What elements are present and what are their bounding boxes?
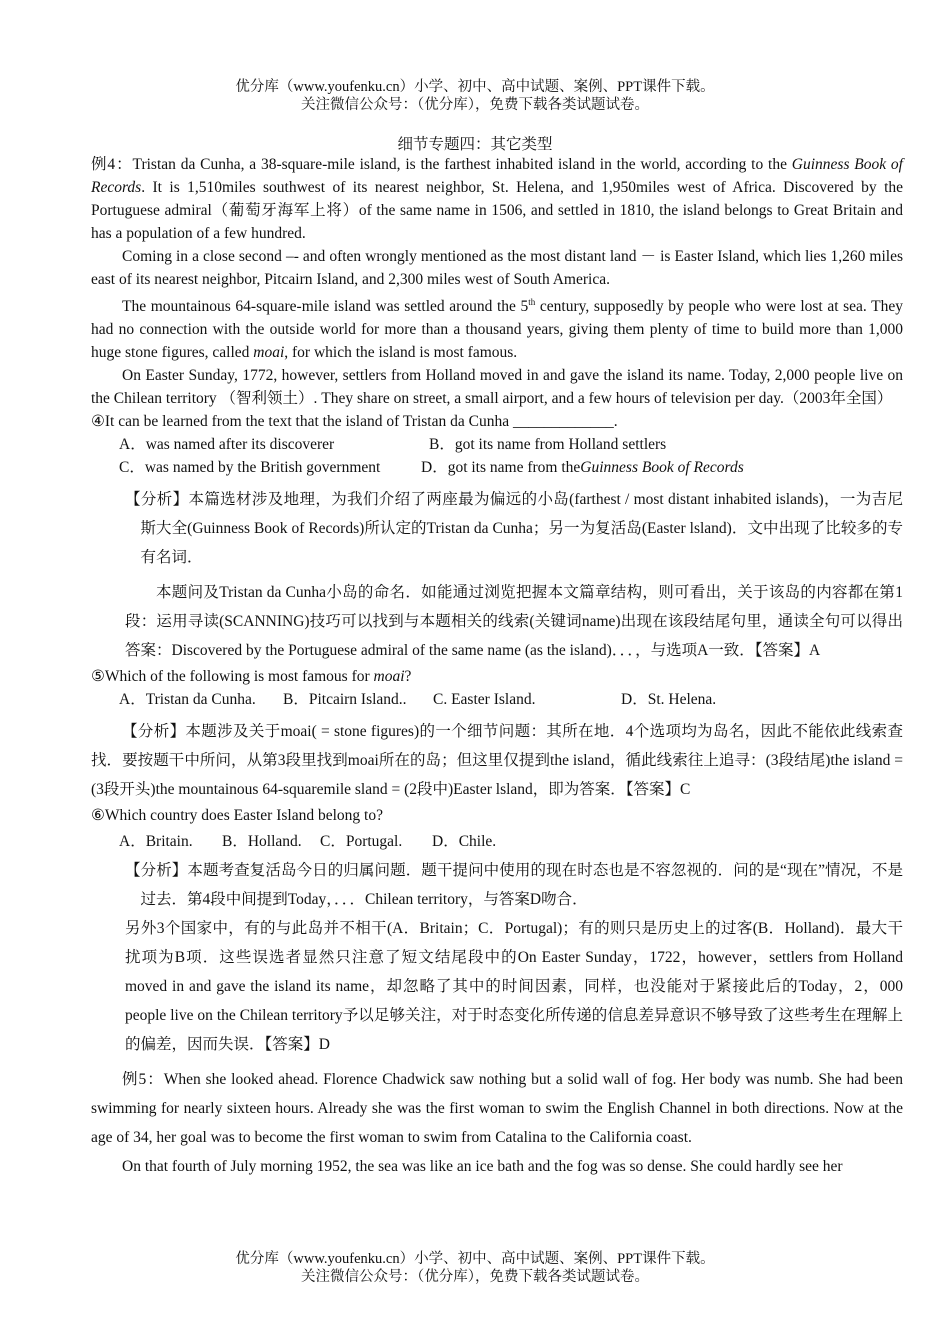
question-4-stem: ④It can be learned from the text that the island of Tristan da Cunha _____________. bbox=[91, 413, 618, 431]
question-4-option-d-book: Guinness Book of Records bbox=[580, 459, 744, 477]
question-6-option-d: D．Chile. bbox=[432, 833, 497, 851]
question-5-option-b: B．Pitcairn Island.. bbox=[283, 691, 407, 709]
question-5-stem bbox=[91, 665, 903, 688]
question-5-analysis: 【分析】本题涉及关于moai( = stone figures)的一个细节问题：其所在地．4个选项均为岛名，因此不能依此线索查找．要按题干中所问，从第3段里找到moai所在的岛；但这里仅提到the island，循此线索往上追寻：(3段结尾)the island = (3段开头)the mountainous 64-squaremile sland = (2段中)Easter lsland，即为答案．【答案】C bbox=[91, 723, 903, 799]
example4-paragraph-4: On Easter Sunday, 1772, however, settlers from Holland moved in and gave the island its name. Today, 2,000 people live on the Chilean territory （智利领土）. They share on street, a small airport, and a few hours of television per day.（2003年全国） bbox=[91, 367, 903, 408]
example4-p1-text-a: 例4：Tristan da Cunha, a 38-square-mile island, is the farthest inhabited island in the world, according to the bbox=[91, 156, 792, 173]
document-body bbox=[91, 153, 903, 1181]
page-footer bbox=[0, 1250, 950, 1286]
example4-p1-book-title: Guinness Book of Records bbox=[91, 156, 903, 196]
section-title: 细节专题四：其它类型 bbox=[397, 136, 553, 153]
example4-p3-text-a: The mountainous 64-square-mile island was settled around the 5 bbox=[122, 298, 529, 316]
footer-line-1: 优分库（www.youfenku.cn）小学、初中、高中试题、案例、PPT课件下载。 bbox=[235, 1251, 715, 1267]
question-6-analysis-1 bbox=[91, 856, 903, 914]
question-5-option-d: D．St. Helena. bbox=[621, 691, 717, 709]
question-6-options bbox=[91, 827, 903, 856]
question-5-options bbox=[91, 688, 903, 711]
question-4-option-d bbox=[421, 456, 744, 479]
question-6-analysis-2: 另外3个国家中，有的与此岛并不相干(A．Britain；C．Portugal)；有的则只是历史上的过客(B．Holland)．最大干扰项为B项．这些误选者显然只注意了短文结尾段中的On Easter Sunday，1722，however，settlers from Holland moved in and gave the island its name，却忽略了其中的时间因素，同样，也没能对于紧接此后的Today，2，000 people live on the Chilean territory予以足够关注，对于时态变化所传递的信息差异意识不够导致了这些考生在理解上的偏差，因而失误．【答案】D bbox=[125, 920, 903, 1054]
question-4-option-d-text: D．got its name from the bbox=[421, 459, 581, 477]
question-6-stem: ⑥Which country does Easter Island belong to? bbox=[91, 807, 383, 825]
example5-paragraph-2: On that fourth of July morning 1952, the sea was like an ice bath and the fog was so dense. She could hardly see her bbox=[122, 1158, 843, 1176]
question-5-stem-end: ? bbox=[404, 668, 412, 686]
header-line-1: 优分库（www.youfenku.cn）小学、初中、高中试题、案例、PPT课件下载。 bbox=[235, 79, 715, 95]
example4-paragraph-1 bbox=[91, 153, 903, 245]
question-5-stem-moai: moai bbox=[373, 668, 405, 686]
question-4-option-c: C．was named by the British government bbox=[119, 459, 381, 477]
question-4-analysis-1-text: 【分析】本篇选材涉及地理，为我们介绍了两座最为偏远的小岛(farthest / most distant inhabited islands)，一为吉尼斯大全(Guinness Book of Records)所认定的Tristan da Cunha；另一为复活岛(Easter lsland)．文中出现了比较多的专有名词． bbox=[125, 491, 903, 567]
question-4-analysis-1 bbox=[91, 485, 903, 572]
example4-p3-superscript: th bbox=[528, 297, 536, 307]
page-header bbox=[0, 78, 950, 114]
question-6-option-a: A．Britain. bbox=[119, 833, 193, 851]
question-4-options-row-1 bbox=[91, 433, 903, 456]
question-6-option-b: B．Holland. bbox=[222, 833, 302, 851]
question-6-analysis-1-text: 【分析】本题考查复活岛今日的归属问题．题干提问中使用的现在时态也是不容忽视的．问的是“现在”情况，不是过去．第4段中间提到Today，．．．Chilean territory，与答案D吻合． bbox=[125, 862, 903, 909]
question-5-option-a: A．Tristan da Cunha. bbox=[119, 691, 256, 709]
question-6-option-c: C．Portugal. bbox=[320, 833, 403, 851]
example4-p3-text-b: century, supposedly by people who were lost at sea. They had no connection with the outside world for more than a thousand years, giving them plenty of time to build more than 1,000 huge stone figures, called bbox=[91, 298, 903, 362]
example5-paragraph-1: 例5：When she looked ahead. Florence Chadwick saw nothing but a solid wall of fog. Her body was numb. She had been swimming for nearly sixteen hours. Already she was the first woman to swim the English Channel in both directions. Now at the age of 34, her goal was to become the first woman to swim from Catalina to the California coast. bbox=[91, 1071, 903, 1147]
header-line-2: 关注微信公众号：（优分库），免费下载各类试题试卷。 bbox=[301, 97, 649, 113]
example4-p3-moai: moai bbox=[253, 344, 285, 362]
footer-line-2: 关注微信公众号：（优分库），免费下载各类试题试卷。 bbox=[301, 1269, 649, 1285]
question-5-option-c: C. Easter Island. bbox=[433, 691, 536, 709]
example4-p1-text-c: . It is 1,510miles southwest of its nearest neighbor, St. Helena, and 1,950miles west of Africa. Discovered by the Portuguese admiral（葡萄牙海军上将）of the same name in 1506, and settled in 1810, the island belongs to Great Britain and has a population of a few hundred. bbox=[91, 179, 903, 242]
question-5-stem-text: ⑤Which of the following is most famous for bbox=[91, 668, 374, 686]
question-4-analysis-2: 本题问及Tristan da Cunha小岛的命名．如能通过浏览把握本文篇章结构，则可看出，关于该岛的内容都在第1段：运用寻读(SCANNING)技巧可以找到与本题相关的线索(关键词name)出现在该段结尾句里，通读全句可以得出答案：Discovered by the Portuguese admiral of the same name (as the island)．．．，与选项A一致．【答案】A bbox=[125, 584, 903, 660]
question-4-option-b: B．got its name from Holland settlers bbox=[429, 436, 667, 454]
example4-p3-text-d: , for which the island is most famous. bbox=[284, 344, 518, 362]
question-4-option-a: A．was named after its discoverer bbox=[119, 436, 335, 454]
question-4-options-row-2 bbox=[91, 456, 903, 479]
example4-paragraph-3 bbox=[91, 291, 903, 364]
example4-paragraph-2: Coming in a close second –- and often wrongly mentioned as the most distant land － is Easter Island, which lies 1,260 miles east of its nearest neighbor, Pitcairn Island, and 2,300 miles west of South America. bbox=[91, 248, 903, 288]
